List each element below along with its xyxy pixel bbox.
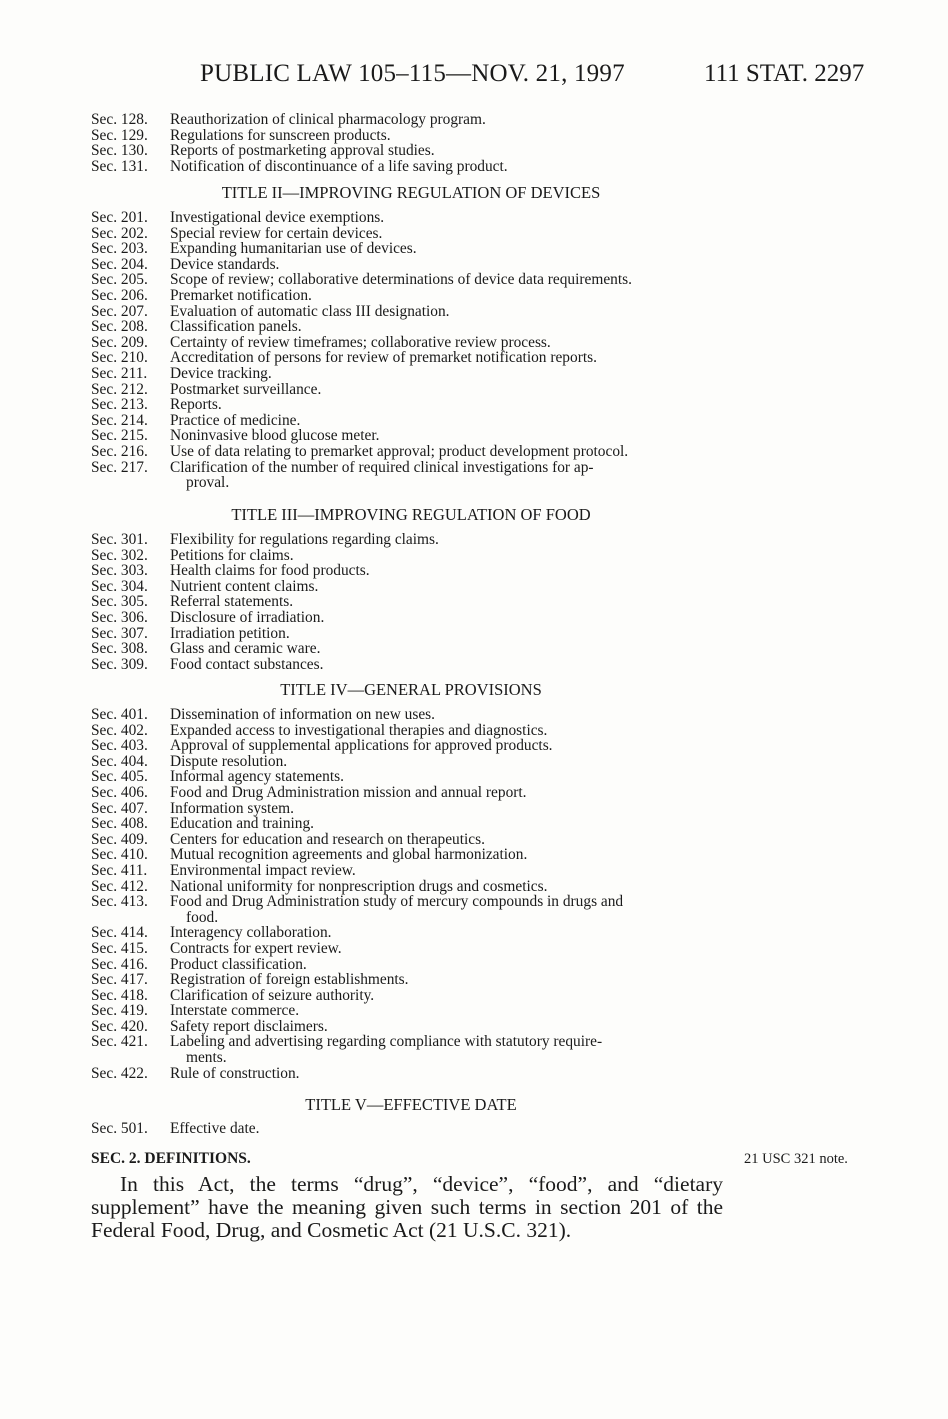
toc-entry-title-text: Interstate commerce.	[170, 1002, 300, 1020]
toc-entry-number: Sec. 405.	[91, 768, 148, 786]
toc-entry-title	[170, 801, 731, 817]
toc-entry-title-text: National uniformity for nonprescription drugs and cosmetics.	[170, 877, 548, 895]
toc-entry-title	[170, 754, 731, 770]
toc-entry-title	[170, 128, 731, 144]
toc-entry	[91, 847, 731, 863]
toc-entry-number: Sec. 309.	[91, 655, 148, 673]
toc-entry-title-text: Food and Drug Administration study of mercury compounds in drugs and	[170, 893, 624, 911]
usc-margin-note: 21 USC 321 note.	[744, 1151, 848, 1167]
toc-entry	[91, 159, 731, 175]
toc-entry-number: Sec. 130.	[91, 142, 148, 160]
toc-entry-number: Sec. 414.	[91, 924, 148, 942]
toc-entry-number: Sec. 207.	[91, 302, 148, 320]
toc-entry-number: Sec. 210.	[91, 349, 148, 367]
toc-entry-title	[170, 460, 731, 491]
toc-entry-title	[170, 657, 731, 673]
toc-entry-title	[170, 159, 731, 175]
toc-entry-title-text: Product classification.	[170, 955, 307, 973]
toc-entry-title	[170, 257, 731, 273]
toc-entry	[91, 879, 731, 895]
toc-entry-number: Sec. 415.	[91, 939, 148, 957]
toc-entry-title-text: Petitions for claims.	[170, 546, 294, 564]
toc-title1-continued	[91, 112, 731, 174]
toc-entry-title-text: Informal agency statements.	[170, 768, 344, 786]
toc-entry-title	[170, 707, 731, 723]
toc-entry-title	[170, 626, 731, 642]
toc-entry	[91, 413, 731, 429]
toc-entry-title	[170, 143, 731, 159]
toc-entry-title-text: Clarification of seizure authority.	[170, 986, 375, 1004]
toc-entry-number: Sec. 409.	[91, 830, 148, 848]
toc-entry-number: Sec. 215.	[91, 427, 148, 445]
toc-entry-title	[170, 210, 731, 226]
toc-entry-number: Sec. 307.	[91, 624, 148, 642]
toc-entry-title	[170, 112, 731, 128]
toc-entry-title	[170, 1003, 731, 1019]
toc-entry-number: Sec. 411.	[91, 861, 148, 879]
toc-entry-title	[170, 610, 731, 626]
toc-entry-title-text: Classification panels.	[170, 318, 302, 336]
toc-entry-title-text: Referral statements.	[170, 593, 294, 611]
toc-entry	[91, 657, 731, 673]
toc-entry-title-text: Centers for education and research on therapeutics.	[170, 830, 485, 848]
toc-entry	[91, 350, 731, 366]
toc-entry-number: Sec. 413.	[91, 893, 148, 911]
toc-entry-title	[170, 366, 731, 382]
title-ii-heading: TITLE II—IMPROVING REGULATION OF DEVICES	[221, 183, 601, 202]
toc-entry-title	[170, 444, 731, 460]
toc-entry-number: Sec. 408.	[91, 815, 148, 833]
toc-entry-title-text: Glass and ceramic ware.	[170, 640, 321, 658]
toc-entry-title-text: Premarket notification.	[170, 286, 312, 304]
toc-entry-number: Sec. 212.	[91, 380, 148, 398]
toc-entry-title	[170, 335, 731, 351]
toc-title-iii	[91, 532, 731, 672]
toc-entry	[91, 397, 731, 413]
toc-entry-number: Sec. 403.	[91, 737, 148, 755]
toc-entry-number: Sec. 203.	[91, 240, 148, 258]
toc-entry-number: Sec. 416.	[91, 955, 148, 973]
toc-title-ii	[91, 210, 731, 491]
toc-entry-title	[170, 428, 731, 444]
toc-entry	[91, 769, 731, 785]
toc-entry	[91, 563, 731, 579]
toc-entry-number: Sec. 206.	[91, 286, 148, 304]
toc-entry	[91, 304, 731, 320]
toc-entry-number: Sec. 216.	[91, 442, 148, 460]
toc-entry	[91, 1066, 731, 1082]
toc-entry-title	[170, 832, 731, 848]
definitions-paragraph: In this Act, the terms “drug”, “device”, “food”, and “dietary supplement” have the meaning given such terms in section 201 of the Federal Food, Drug, and Cosmetic Act (21 U.S.C. 321).	[91, 1172, 723, 1242]
toc-entry-title-text: Flexibility for regulations regarding claims.	[170, 531, 439, 548]
toc-entry-number: Sec. 418.	[91, 986, 148, 1004]
toc-entry-title-text: Device standards.	[170, 255, 280, 273]
toc-entry	[91, 832, 731, 848]
title-v-heading: TITLE V—EFFECTIVE DATE	[305, 1095, 517, 1114]
toc-entry	[91, 988, 731, 1004]
toc-entry-title	[170, 594, 731, 610]
toc-entry-title-text: Reports of postmarketing approval studies.	[170, 142, 435, 160]
toc-entry-title	[170, 641, 731, 657]
toc-entry-title-text: Expanded access to investigational therapies and diagnostics.	[170, 721, 548, 739]
toc-entry	[91, 941, 731, 957]
toc-title-v	[91, 1121, 731, 1137]
toc-entry	[91, 1034, 731, 1065]
toc-entry-title-text: Food and Drug Administration mission and annual report.	[170, 783, 527, 801]
toc-entry-title-text: Scope of review; collaborative determinations of device data requirements.	[170, 271, 632, 289]
toc-entry-title	[170, 863, 731, 879]
toc-entry-title	[170, 957, 731, 973]
toc-entry-number: Sec. 421.	[91, 1033, 148, 1051]
toc-entry-title	[170, 241, 731, 257]
toc-entry	[91, 257, 731, 273]
toc-entry	[91, 738, 731, 754]
toc-entry-title-text: Contracts for expert review.	[170, 939, 342, 957]
toc-entry-number: Sec. 209.	[91, 333, 148, 351]
toc-entry-title-text: Mutual recognition agreements and global harmonization.	[170, 846, 528, 864]
toc-entry	[91, 428, 731, 444]
toc-entry-continuation: food.	[186, 908, 219, 926]
toc-entry-title-text: Health claims for food products.	[170, 562, 370, 580]
toc-entry	[91, 241, 731, 257]
toc-entry-number: Sec. 131.	[91, 157, 148, 175]
toc-entry-number: Sec. 417.	[91, 971, 148, 989]
toc-entry	[91, 641, 731, 657]
page-citation: 111 STAT. 2297	[704, 60, 865, 87]
toc-entry	[91, 382, 731, 398]
toc-entry-title-text: Information system.	[170, 799, 294, 817]
toc-entry	[91, 863, 731, 879]
toc-entry	[91, 548, 731, 564]
toc-entry-title	[170, 1019, 731, 1035]
toc-entry-title-text: Interagency collaboration.	[170, 924, 332, 942]
toc-entry-number: Sec. 420.	[91, 1017, 148, 1035]
toc-entry-title	[170, 1121, 731, 1137]
toc-entry	[91, 1003, 731, 1019]
toc-entry	[91, 579, 731, 595]
toc-entry-number: Sec. 308.	[91, 640, 148, 658]
toc-entry-number: Sec. 406.	[91, 783, 148, 801]
toc-entry-title	[170, 894, 731, 925]
toc-entry-title-text: Labeling and advertising regarding compliance with statutory require-	[170, 1033, 603, 1051]
toc-entry-title	[170, 785, 731, 801]
toc-entry-number: Sec. 202.	[91, 224, 148, 242]
toc-entry-continuation: ments.	[186, 1049, 227, 1067]
toc-entry-title	[170, 319, 731, 335]
toc-entry-title	[170, 879, 731, 895]
toc-entry-number: Sec. 201.	[91, 209, 148, 226]
toc-entry-number: Sec. 128.	[91, 111, 148, 128]
toc-entry-number: Sec. 217.	[91, 458, 148, 476]
toc-entry-number: Sec. 214.	[91, 411, 148, 429]
toc-entry	[91, 707, 731, 723]
toc-entry-number: Sec. 305.	[91, 593, 148, 611]
toc-entry	[91, 801, 731, 817]
toc-entry-number: Sec. 501.	[91, 1120, 148, 1137]
toc-entry	[91, 335, 731, 351]
toc-entry	[91, 128, 731, 144]
toc-entry-title	[170, 769, 731, 785]
toc-entry	[91, 610, 731, 626]
toc-entry-title-text: Education and training.	[170, 815, 315, 833]
toc-entry-number: Sec. 419.	[91, 1002, 148, 1020]
toc-entry-number: Sec. 401.	[91, 706, 148, 723]
toc-entry-title-text: Food contact substances.	[170, 655, 324, 673]
toc-entry-title	[170, 723, 731, 739]
toc-entry-title	[170, 382, 731, 398]
toc-entry-number: Sec. 412.	[91, 877, 148, 895]
toc-entry-title-text: Device tracking.	[170, 364, 272, 382]
toc-entry	[91, 444, 731, 460]
toc-entry-title-text: Approval of supplemental applications for approved products.	[170, 737, 553, 755]
toc-entry-title-text: Notification of discontinuance of a life saving product.	[170, 157, 508, 175]
toc-entry-title	[170, 579, 731, 595]
toc-entry	[91, 226, 731, 242]
toc-entry	[91, 460, 731, 491]
toc-entry-number: Sec. 303.	[91, 562, 148, 580]
toc-entry	[91, 143, 731, 159]
toc-entry	[91, 972, 731, 988]
toc-entry	[91, 1121, 731, 1137]
running-header: PUBLIC LAW 105–115—NOV. 21, 1997	[200, 60, 625, 87]
toc-entry-title-text: Clarification of the number of required clinical investigations for ap-	[170, 458, 594, 476]
toc-entry-title	[170, 941, 731, 957]
toc-entry-number: Sec. 404.	[91, 752, 148, 770]
toc-entry-title	[170, 272, 731, 288]
toc-entry-number: Sec. 205.	[91, 271, 148, 289]
toc-entry-title	[170, 413, 731, 429]
toc-entry-title-text: Evaluation of automatic class III designation.	[170, 302, 450, 320]
toc-entry	[91, 1019, 731, 1035]
toc-entry-title-text: Safety report disclaimers.	[170, 1017, 328, 1035]
section-2-heading: SEC. 2. DEFINITIONS.	[91, 1150, 251, 1167]
toc-entry-title	[170, 532, 731, 548]
toc-entry	[91, 754, 731, 770]
toc-entry	[91, 112, 731, 128]
toc-entry-title-text: Certainty of review timeframes; collaborative review process.	[170, 333, 551, 351]
toc-entry-title-text: Expanding humanitarian use of devices.	[170, 240, 417, 258]
toc-entry-title-text: Environmental impact review.	[170, 861, 356, 879]
toc-entry-title	[170, 1034, 731, 1065]
toc-entry-number: Sec. 213.	[91, 396, 148, 414]
toc-entry-title-text: Postmarket surveillance.	[170, 380, 322, 398]
toc-entry-title-text: Accreditation of persons for review of premarket notification reports.	[170, 349, 597, 367]
toc-entry-title-text: Irradiation petition.	[170, 624, 290, 642]
toc-entry-title-text: Rule of construction.	[170, 1064, 300, 1082]
toc-entry	[91, 925, 731, 941]
toc-entry	[91, 894, 731, 925]
toc-entry	[91, 366, 731, 382]
toc-entry-title-text: Noninvasive blood glucose meter.	[170, 427, 380, 445]
toc-entry-title-text: Dissemination of information on new uses.	[170, 706, 436, 723]
toc-entry	[91, 319, 731, 335]
toc-entry	[91, 532, 731, 548]
toc-entry	[91, 594, 731, 610]
toc-entry	[91, 723, 731, 739]
toc-entry-number: Sec. 129.	[91, 126, 148, 144]
toc-entry-title	[170, 226, 731, 242]
toc-entry	[91, 957, 731, 973]
toc-entry-title	[170, 816, 731, 832]
toc-entry-title	[170, 288, 731, 304]
toc-entry-title-text: Reports.	[170, 396, 222, 414]
toc-entry-title-text: Disclosure of irradiation.	[170, 608, 325, 626]
toc-entry-title	[170, 350, 731, 366]
toc-entry-title-text: Registration of foreign establishments.	[170, 971, 409, 989]
toc-entry	[91, 785, 731, 801]
toc-entry	[91, 210, 731, 226]
toc-entry-title-text: Dispute resolution.	[170, 752, 288, 770]
toc-entry-number: Sec. 422.	[91, 1064, 148, 1082]
toc-entry	[91, 272, 731, 288]
toc-entry-number: Sec. 407.	[91, 799, 148, 817]
toc-entry-number: Sec. 204.	[91, 255, 148, 273]
toc-entry-title-text: Effective date.	[170, 1120, 260, 1137]
toc-entry-number: Sec. 304.	[91, 577, 148, 595]
toc-entry-title	[170, 397, 731, 413]
toc-entry-number: Sec. 302.	[91, 546, 148, 564]
toc-entry-title-text: Practice of medicine.	[170, 411, 301, 429]
toc-entry-title	[170, 972, 731, 988]
toc-entry-title-text: Reauthorization of clinical pharmacology program.	[170, 111, 486, 128]
toc-entry	[91, 816, 731, 832]
toc-entry-title-text: Nutrient content claims.	[170, 577, 319, 595]
toc-entry-continuation: proval.	[186, 474, 230, 492]
toc-entry	[91, 288, 731, 304]
toc-entry	[91, 626, 731, 642]
toc-entry-title	[170, 847, 731, 863]
toc-entry-title	[170, 925, 731, 941]
toc-title-iv	[91, 707, 731, 1081]
toc-entry-number: Sec. 211.	[91, 364, 148, 382]
toc-entry-number: Sec. 410.	[91, 846, 148, 864]
title-iii-heading: TITLE III—IMPROVING REGULATION OF FOOD	[231, 505, 591, 524]
toc-entry-title-text: Regulations for sunscreen products.	[170, 126, 391, 144]
toc-entry-title	[170, 304, 731, 320]
title-iv-heading: TITLE IV—GENERAL PROVISIONS	[280, 680, 542, 699]
toc-entry-title-text: Investigational device exemptions.	[170, 209, 385, 226]
toc-entry-number: Sec. 402.	[91, 721, 148, 739]
toc-entry-title	[170, 1066, 731, 1082]
toc-entry-number: Sec. 208.	[91, 318, 148, 336]
toc-entry-title	[170, 988, 731, 1004]
toc-entry-title-text: Special review for certain devices.	[170, 224, 383, 242]
toc-entry-title	[170, 738, 731, 754]
toc-entry-title	[170, 563, 731, 579]
toc-entry-number: Sec. 301.	[91, 531, 148, 548]
toc-entry-title	[170, 548, 731, 564]
toc-entry-number: Sec. 306.	[91, 608, 148, 626]
toc-entry-title-text: Use of data relating to premarket approval; product development protocol.	[170, 442, 629, 460]
